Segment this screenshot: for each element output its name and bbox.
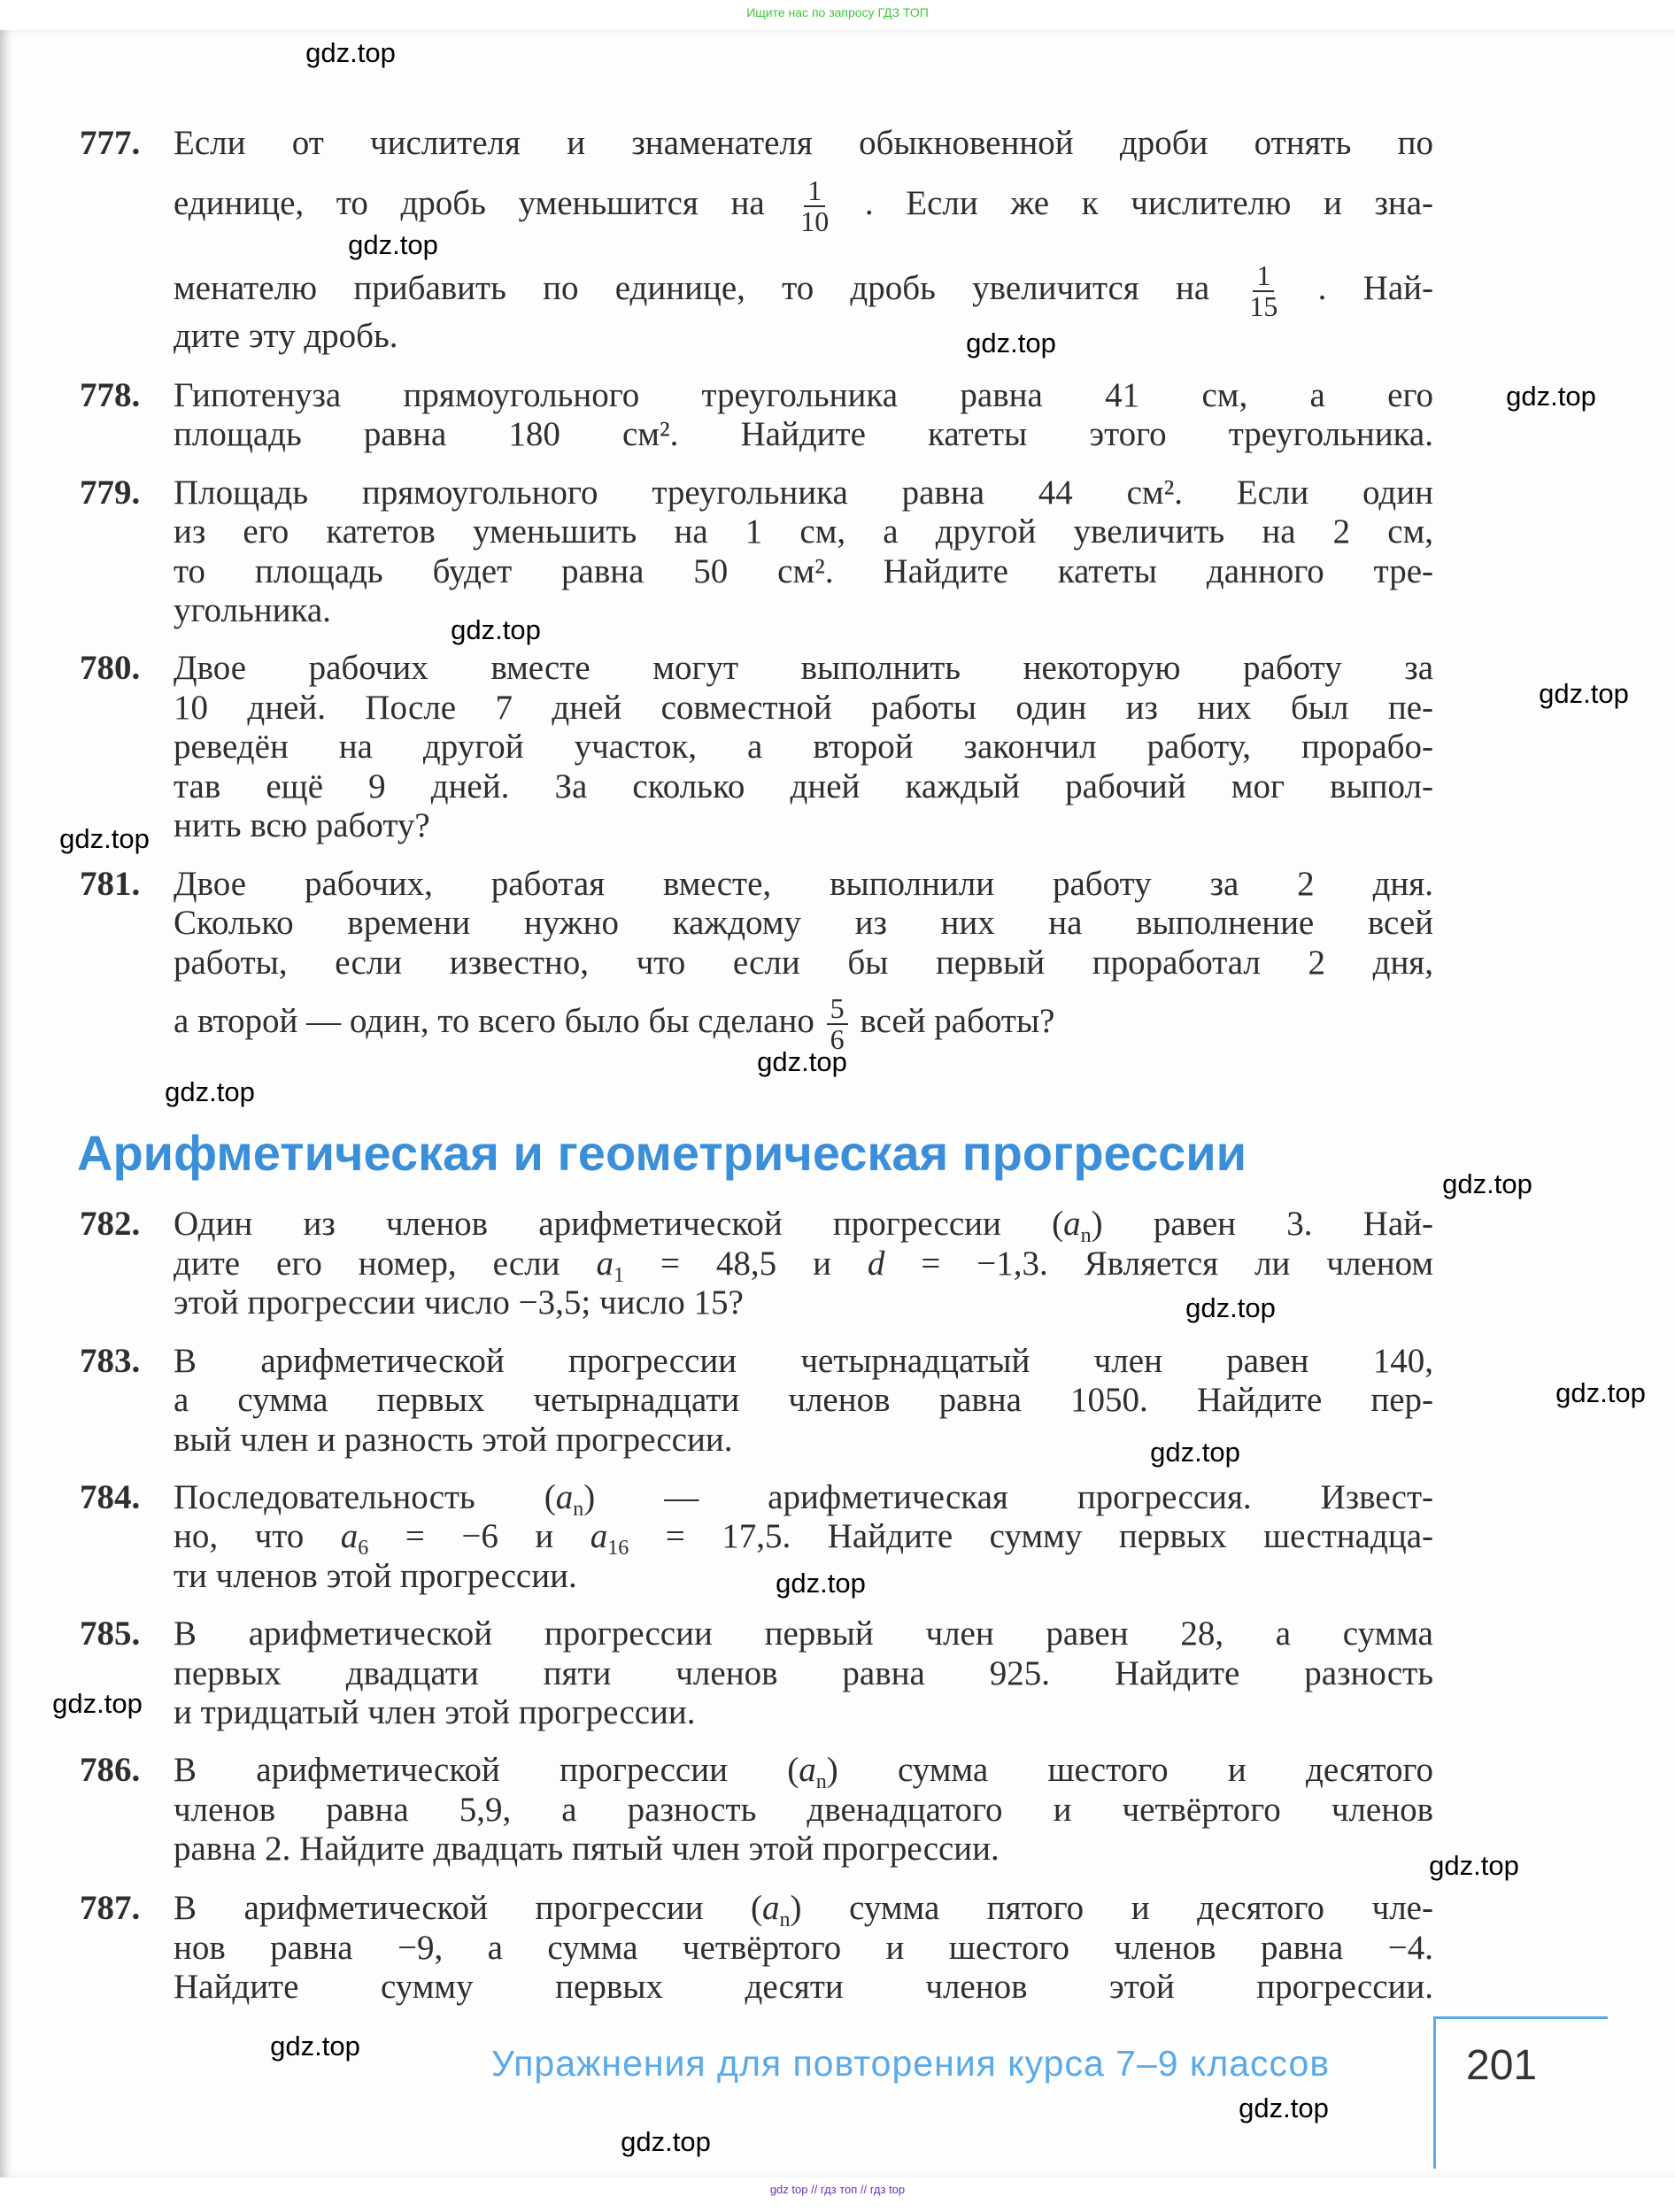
fraction-numerator: 5 [827,994,848,1025]
text-segment: вый член и разность этой прогрессии. [174,1421,733,1459]
problem-text-line [174,1691,1433,1735]
problem-text-line [174,589,1433,633]
watermark-text: gdz.top [165,1076,255,1107]
problem-text-line [174,862,1433,906]
text-segment: но, что [174,1517,305,1555]
fraction [827,994,848,1054]
text-segment: всей работы? [860,1001,1055,1040]
text-segment: равна 2. Найдите двадцать пятый член этой прогрессии. [174,1830,1000,1868]
watermark-text: gdz.top [1239,2093,1329,2123]
text-segment: Последовательность ( [174,1478,556,1516]
text-segment: В арифметической прогрессии первый член равен 28, а сумма [174,1615,1433,1653]
problem-text-line [174,259,1434,322]
text-segment: и тридцатый член этой прогрессии. [174,1693,696,1731]
problem-number: 781. [80,865,141,903]
text-segment: Площадь прямоугольного треугольника равна 44 см². Если один [174,474,1433,512]
math-variable: $a_6$ [340,1517,369,1560]
text-segment: Найдите сумму первых десяти членов этой прогрессии. [174,1968,1433,2006]
math-subscript: 1 [613,1264,624,1287]
text-segment: из его катетов уменьшить на 1 см, а другой увеличить на 2 см, [174,513,1433,551]
text-segment: = 17,5. Найдите сумму первых шестнадца- [665,1517,1433,1555]
watermark-text: gdz.top [59,823,150,854]
fraction-denominator: 15 [1249,290,1278,322]
text-segment: Один из членов арифметической прогрессии ( [174,1205,1064,1243]
problem-number: 779. [80,474,141,512]
page-number-box-border [1433,2016,1608,2019]
math-subscript: 6 [358,1537,369,1560]
text-segment: менателю прибавить по единице, то дробь увеличится на [174,268,1210,307]
fraction-denominator: 6 [830,1023,845,1055]
fraction-numerator: 1 [1253,261,1274,292]
problem-text-line [174,725,1433,769]
text-segment: дите его номер, если [174,1245,560,1283]
text-segment: . Най- [1317,268,1434,307]
text-segment: единице, то дробь уменьшится на [174,183,765,222]
problem-text-line [174,510,1433,554]
watermark-text: gdz.top [757,1046,847,1077]
text-segment: ) сумма шестого и десятого [826,1751,1433,1789]
text-segment: угольника. [174,591,331,629]
watermark-text: gdz.top [1539,678,1629,709]
problem-text-line [174,1418,1433,1462]
text-segment: площадь равна 180 см². Найдите катеты этого треугольника. [174,415,1433,453]
text-segment: членов равна 5,9, а разность двенадцатого и четвёртого членов [174,1791,1433,1829]
problem-text-line [174,1202,1433,1246]
problem-number: 787. [80,1889,141,1927]
problem-text-line [174,174,1434,237]
math-subscript: n [1080,1224,1092,1247]
text-segment: . Если же к числителю и зна- [864,183,1434,222]
text-segment: = −6 и [405,1517,554,1555]
problem-number: 777. [80,124,141,162]
text-segment: В арифметической прогрессии ( [174,1751,799,1789]
math-variable: $a_1$ [596,1245,624,1287]
problem-number: 783. [80,1342,141,1380]
problem-text-line [174,374,1433,418]
search-hint: Ищите нас по запросу ГДЗ ТОП [746,5,929,19]
top-banner [0,0,1675,30]
problem-text-line [174,314,1433,358]
problem-number: 780. [80,649,141,687]
problem-text-line [174,804,1433,848]
footer-title: Упражнения для повторения курса 7–9 классов [491,2043,1331,2084]
math-variable: $a_n$ [762,1889,791,1931]
watermark-text: gdz.top [966,328,1056,358]
watermark-text: gdz.top [1150,1437,1240,1468]
text-segment: = −1,3. Является ли членом [921,1245,1434,1283]
math-subscript: n [573,1498,584,1521]
problem-number: 784. [80,1478,141,1516]
section-heading: Арифметическая и геометрическая прогрессии [77,1125,1247,1181]
problem-number: 782. [80,1205,141,1243]
text-segment: работы, если известно, что если бы первый проработал 2 дня, [174,944,1433,982]
text-segment: ) сумма пятого и десятого чле- [790,1889,1433,1927]
problem-text-line [174,1748,1433,1792]
problem-text-line [174,471,1433,515]
problem-text-line [174,1612,1433,1656]
math-variable: $a_n$ [1063,1205,1092,1247]
problem-text-line [174,1965,1433,2009]
text-segment: первых двадцати пяти членов равна 925. Найдите разность [174,1654,1433,1692]
problem-text-line [174,550,1433,594]
text-segment: то площадь будет равна 50 см². Найдите катеты данного тре- [174,552,1433,590]
problem-text-line [174,1827,1433,1871]
watermark-text: gdz.top [451,614,541,645]
fraction-numerator: 1 [804,176,825,207]
watermark-text: gdz.top [270,2031,360,2062]
problem-text-line [174,1514,1433,1559]
problem-text-line [174,765,1433,809]
problem-text-line [174,1339,1433,1383]
fraction-denominator: 10 [800,205,830,237]
page-number: 201 [1466,2042,1538,2089]
fraction [800,176,829,236]
watermark-text: gdz.top [1555,1377,1646,1408]
watermark-text: gdz.top [348,229,438,260]
text-segment: В арифметической прогрессии ( [174,1889,763,1927]
math-subscript: n [779,1908,791,1931]
problem-text-line [174,992,1433,1055]
problem-text-line [174,1476,1433,1520]
text-segment: Если от числителя и знаменателя обыкновенной дроби отнять по [174,124,1433,162]
text-segment: нить всю работу? [174,806,430,844]
text-segment: В арифметической прогрессии четырнадцатый член равен 140, [174,1342,1433,1380]
problem-number: 786. [80,1751,141,1789]
math-variable: $a_{16}$ [590,1517,629,1560]
fraction [1249,261,1277,321]
text-segment: Сколько времени нужно каждому из них на выполнение всей [174,904,1433,942]
problem-text-line [174,1378,1433,1422]
problem-text-line [174,1242,1433,1286]
text-segment: Двое рабочих, работая вместе, выполнили работу за 2 дня. [174,865,1433,903]
bottom-links: gdz top // гдз топ // гдз top [769,2183,906,2196]
problem-text-line [174,412,1433,457]
watermark-text: gdz.top [776,1568,866,1599]
problem-text-line [174,1652,1433,1696]
text-segment: нов равна −9, а сумма четвёртого и шестого членов равна −4. [174,1929,1433,1967]
math-variable: $a_n$ [799,1751,827,1793]
text-segment: а сумма первых четырнадцати членов равна 1050. Найдите пер- [174,1381,1433,1419]
watermark-text: gdz.top [1506,381,1596,412]
math-variable: $a_n$ [555,1478,584,1521]
math-subscript: 16 [607,1537,629,1560]
problem-text-line [174,941,1433,985]
watermark-text: gdz.top [1185,1292,1276,1323]
watermark-text: gdz.top [52,1688,143,1719]
text-segment: 10 дней. После 7 дней совместной работы один из них был пе- [174,689,1433,727]
text-segment: дите эту дробь. [174,317,398,355]
watermark-text: gdz.top [305,37,396,68]
math-subscript: n [815,1770,827,1793]
watermark-text: gdz.top [1442,1168,1532,1199]
text-segment: Гипотенуза прямоугольного треугольника равна 41 см, а его [174,376,1433,414]
problem-text-line [174,1788,1433,1832]
text-segment: этой прогрессии число −3,5; число 15? [174,1283,744,1322]
problem-text-line [174,901,1433,945]
problem-text-line [174,1926,1433,1970]
math-variable: d [867,1245,885,1283]
text-segment: Двое рабочих вместе могут выполнить некоторую работу за [174,649,1433,687]
text-segment: реведён на другой участок, а второй закончил работу, прорабо- [174,728,1433,766]
problem-number: 785. [80,1615,141,1653]
watermark-text: gdz.top [1429,1850,1519,1881]
text-segment: тав ещё 9 дней. За сколько дней каждый рабочий мог выпол- [174,767,1433,805]
problem-text-line [174,686,1433,730]
problem-number: 778. [80,376,141,414]
text-segment: = 48,5 и [660,1245,831,1283]
watermark-text: gdz.top [621,2126,711,2157]
text-segment: а второй — один, то всего было бы сделано [174,1001,814,1040]
text-segment: ти членов этой прогрессии. [174,1557,577,1595]
page-number-box-divider [1433,2016,1436,2169]
problem-text-line [174,1886,1433,1931]
text-segment: ) равен 3. Най- [1091,1205,1433,1243]
problem-text-line [174,646,1433,690]
text-segment: ) — арифметическая прогрессия. Извест- [583,1478,1433,1516]
problem-text-line [174,121,1433,166]
